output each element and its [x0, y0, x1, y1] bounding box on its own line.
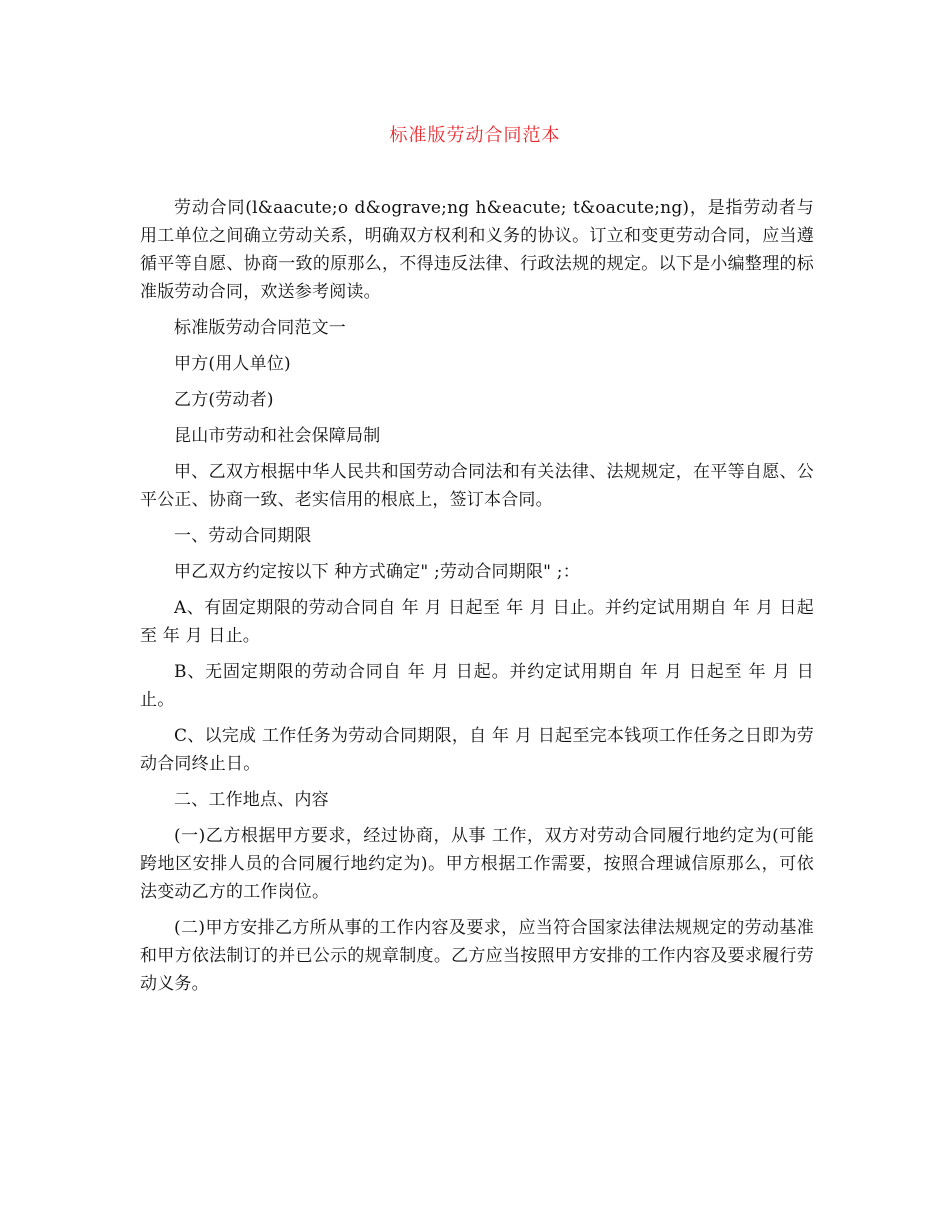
- workplace-paragraph-1: (一)乙方根据甲方要求，经过协商，从事 工作，双方对劳动合同履行地约定为(可能跨地区安排人员的合同履行地约定为)。甲方根据工作需要，按照合理诚信原那么，可依法变动乙方的工作岗位。: [140, 826, 814, 902]
- document-title: 标准版劳动合同范本: [389, 125, 561, 146]
- party-a-label: 甲方(用人单位): [174, 354, 291, 374]
- party-b-label: 乙方(劳动者): [174, 390, 274, 410]
- agreement-paragraph: 甲、乙双方根据中华人民共和国劳动合同法和有关法律、法规规定，在平等自愿、公平公正、协商一致、老实信用的根底上，签订本合同。: [140, 462, 814, 510]
- term-option-c: C、以完成 工作任务为劳动合同期限，自 年 月 日起至完本钱项工作任务之日即为劳动合同终止日。: [140, 726, 814, 774]
- workplace-paragraph-2: (二)甲方安排乙方所从事的工作内容及要求，应当符合国家法律法规规定的劳动基准和甲方依法制订的并已公示的规章制度。乙方应当按照甲方安排的工作内容及要求履行劳动义务。: [140, 918, 814, 994]
- intro-paragraph: 劳动合同(l&aacute;o d&ograve;ng h&eacute; t&oacute;ng)，是指劳动者与用工单位之间确立劳动关系，明确双方权利和义务的协议。订立和变更劳动合同，应当遵循平等自愿、协商一致的原那么，不得违反法律、行政法规的规定。以下是小编整理的标准版劳动合同，欢送参考阅读。: [140, 198, 814, 302]
- issuer-label: 昆山市劳动和社会保障局制: [174, 426, 381, 446]
- section-heading-workplace: 二、工作地点、内容: [174, 790, 329, 810]
- term-option-a: A、有固定期限的劳动合同自 年 月 日起至 年 月 日止。并约定试用期自 年 月 日起至 年 月 日止。: [140, 598, 814, 646]
- section-heading-sample-one: 标准版劳动合同范文一: [174, 318, 346, 338]
- term-option-b: B、无固定期限的劳动合同自 年 月 日起。并约定试用期自 年 月 日起至 年 月 日止。: [140, 662, 814, 710]
- section-heading-term: 一、劳动合同期限: [174, 526, 312, 546]
- document-body: [140, 194, 814, 1006]
- term-method-paragraph: 甲乙双方约定按以下 种方式确定" ;劳动合同期限" ;：: [174, 562, 580, 582]
